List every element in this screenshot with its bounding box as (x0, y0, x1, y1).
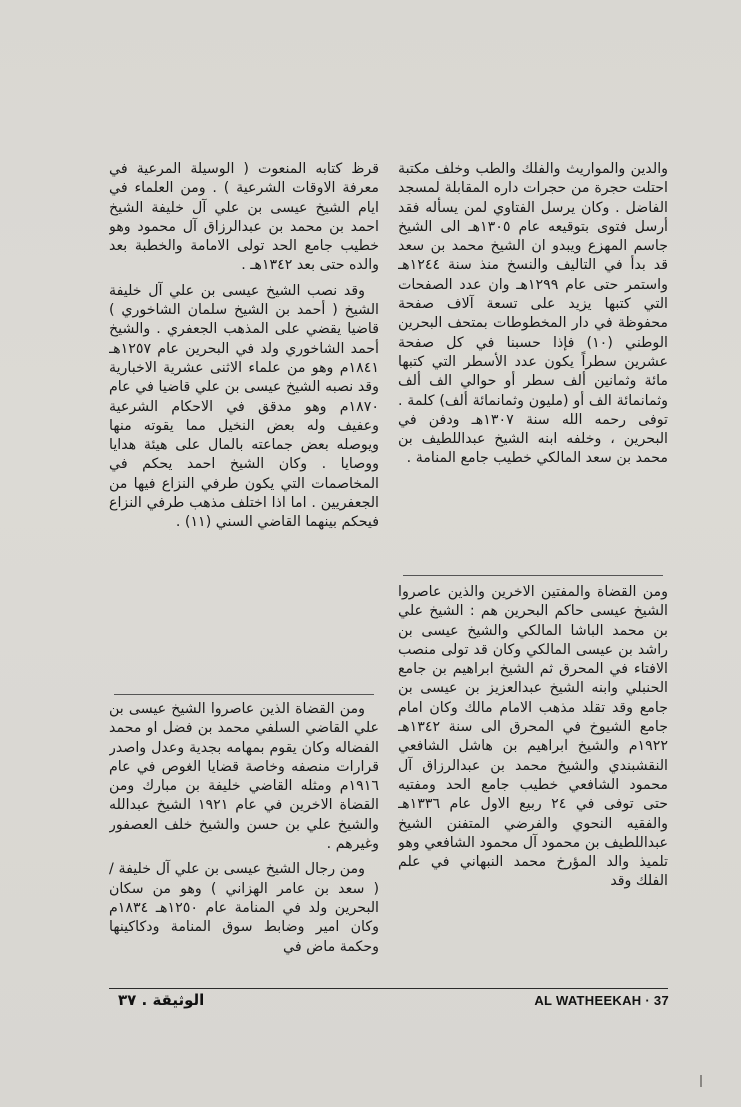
paragraph-divider (114, 694, 374, 695)
footer-arabic-page-number: الوثيقة . ٣٧ (118, 991, 205, 1009)
left-text-column (109, 160, 379, 690)
paragraph: قرظ كتابه المنعوت ( الوسيلة المرعية في معرفة الاوقات الشرعية ) . ومن العلماء في ايام الشيخ عيسى بن علي آل خليفة الشيخ احمد بن محمد بن عبدالرزاق آل محمود وهو خطيب جامع الحد تولى الامامة والخطبة بعد والده حتى بعد ١٣٤٢هـ . (109, 161, 379, 274)
paragraph: والدين والمواريث والفلك والطب وخلف مكتبة احتلت حجرة من حجرات داره المقابلة لمسجد الفاضل . وكان يرسل الفتاوي لمن يسأله فقد أرسل فتوى بتوقيعه عام ١٣٠٥هـ الى الشيخ جاسم المهزع ويبدو ان الشيخ محمد بن سعد قد بدأ في التاليف والنسخ منذ سنة ١٢٤٤هـ واستمر حتى عام ١٢٩٩هـ وان عدد الصفحات التي كتبها يزيد على تسعة آلاف صفحة محفوظة في دار المخطوطات بمتحف البحرين الوطني (١٠) فإذا حسبنا في كل صفحة عشرين سطراً يكون عدد الأسطر التي كتبها مائة وثمانين ألف سطر أو حوالي الف ألف وثمانمائة الف أو (مليون وثمانمائة ألف) كلمة . توفى رحمه الله سنة ١٣٠٧هـ ودفن في البحرين ، وخلفه ابنه الشيخ عبداللطيف بن محمد بن سعد المالكي خطيب جامع المنامة . (398, 161, 668, 467)
paragraph: ومن رجال الشيخ عيسى بن علي آل خليفة / ( سعد بن عامر الهزاني ) وهو من سكان البحرين ولد في المنامة عام ١٢٥٠هـ ١٨٣٤م وكان امير وضابط سوق المنامة ودكاكينها وحكمة ماض في (109, 861, 379, 955)
paragraph-divider (403, 575, 663, 576)
left-text-column-lower (109, 700, 379, 987)
paragraph: ومن القضاة والمفتين الاخرين والذين عاصروا الشيخ عيسى حاكم البحرين هم : الشيخ علي بن محمد الباشا المالكي والشيخ عيسى بن راشد بن عيسى المالكي وكان قد تولى منصب الافتاء في المحرق ثم الشيخ ابراهيم بن جامع الحنبلي وابنه الشيخ عبدالعزيز بن عيسى بن جامع وقد تقلد مذهب الامام مالك وكان امام جامع الشيوخ في المحرق الى سنة ١٣٤٢هـ ١٩٢٢م والشيخ ابراهيم بن هاشل الشافعي النقشبندي والشيخ محمد بن عبدالرزاق آل محمود الشافعي خطيب جامع الحد ومفتيه حتى توفى في ٢٤ ربيع الاول عام ١٣٣٦هـ والفقيه النحوي والفرضي المتفنن الشيخ عبداللطيف بن محمود آل محمود الشافعي وهو تلميذ والد المؤرخ محمد النبهاني في علم الفلك وقد (398, 584, 668, 890)
paragraph: وقد نصب الشيخ عيسى بن علي آل خليفة الشيخ ( أحمد بن الشيخ سلمان الشاخوري ) قاضيا يقضي على المذهب الجعفري . والشيخ أحمد الشاخوري ولد في البحرين عام ١٢٥٧هـ ١٨٤١م وهو من علماء الاثنى عشرية الاخبارية وقد نصبه الشيخ عيسى بن علي قاضيا في عام ١٨٧٠م وهو مدقق في الاحكام الشرعية وعفيف وله بعض النخيل مما يقوته منها ويوصله بعض جماعته بالمال على هيئة هدايا ووصايا . وكان الشيخ احمد يحكم في المخاصمات التي يكون طرفي النزاع فيها من الجعفريين . اما اذا اختلف مذهب طرفي النزاع فيحكم بينهما القاضي السني (١١) . (109, 282, 379, 531)
footer-latin-page-number: AL WATHEEKAH · 37 (534, 993, 669, 1008)
paragraph: ومن القضاة الذين عاصروا الشيخ عيسى بن علي القاضي السلفي محمد بن فضل او محمد الفضاله وكان يقوم بمهامه بجدية وعدل واصدر قرارات منصفه وخاصة قضايا الغوص في عام ١٩١٦م ومثله القاضي خليفة بن مبارك ومن القضاة الاخرين في عام ١٩٢١ الشيخ عبدالله والشيخ علي بن حسن والشيخ خلف العصفور وغيرهم . (109, 701, 379, 853)
footer-rule (109, 988, 668, 989)
scan-mark (700, 1075, 702, 1087)
right-text-column-lower (398, 583, 668, 987)
